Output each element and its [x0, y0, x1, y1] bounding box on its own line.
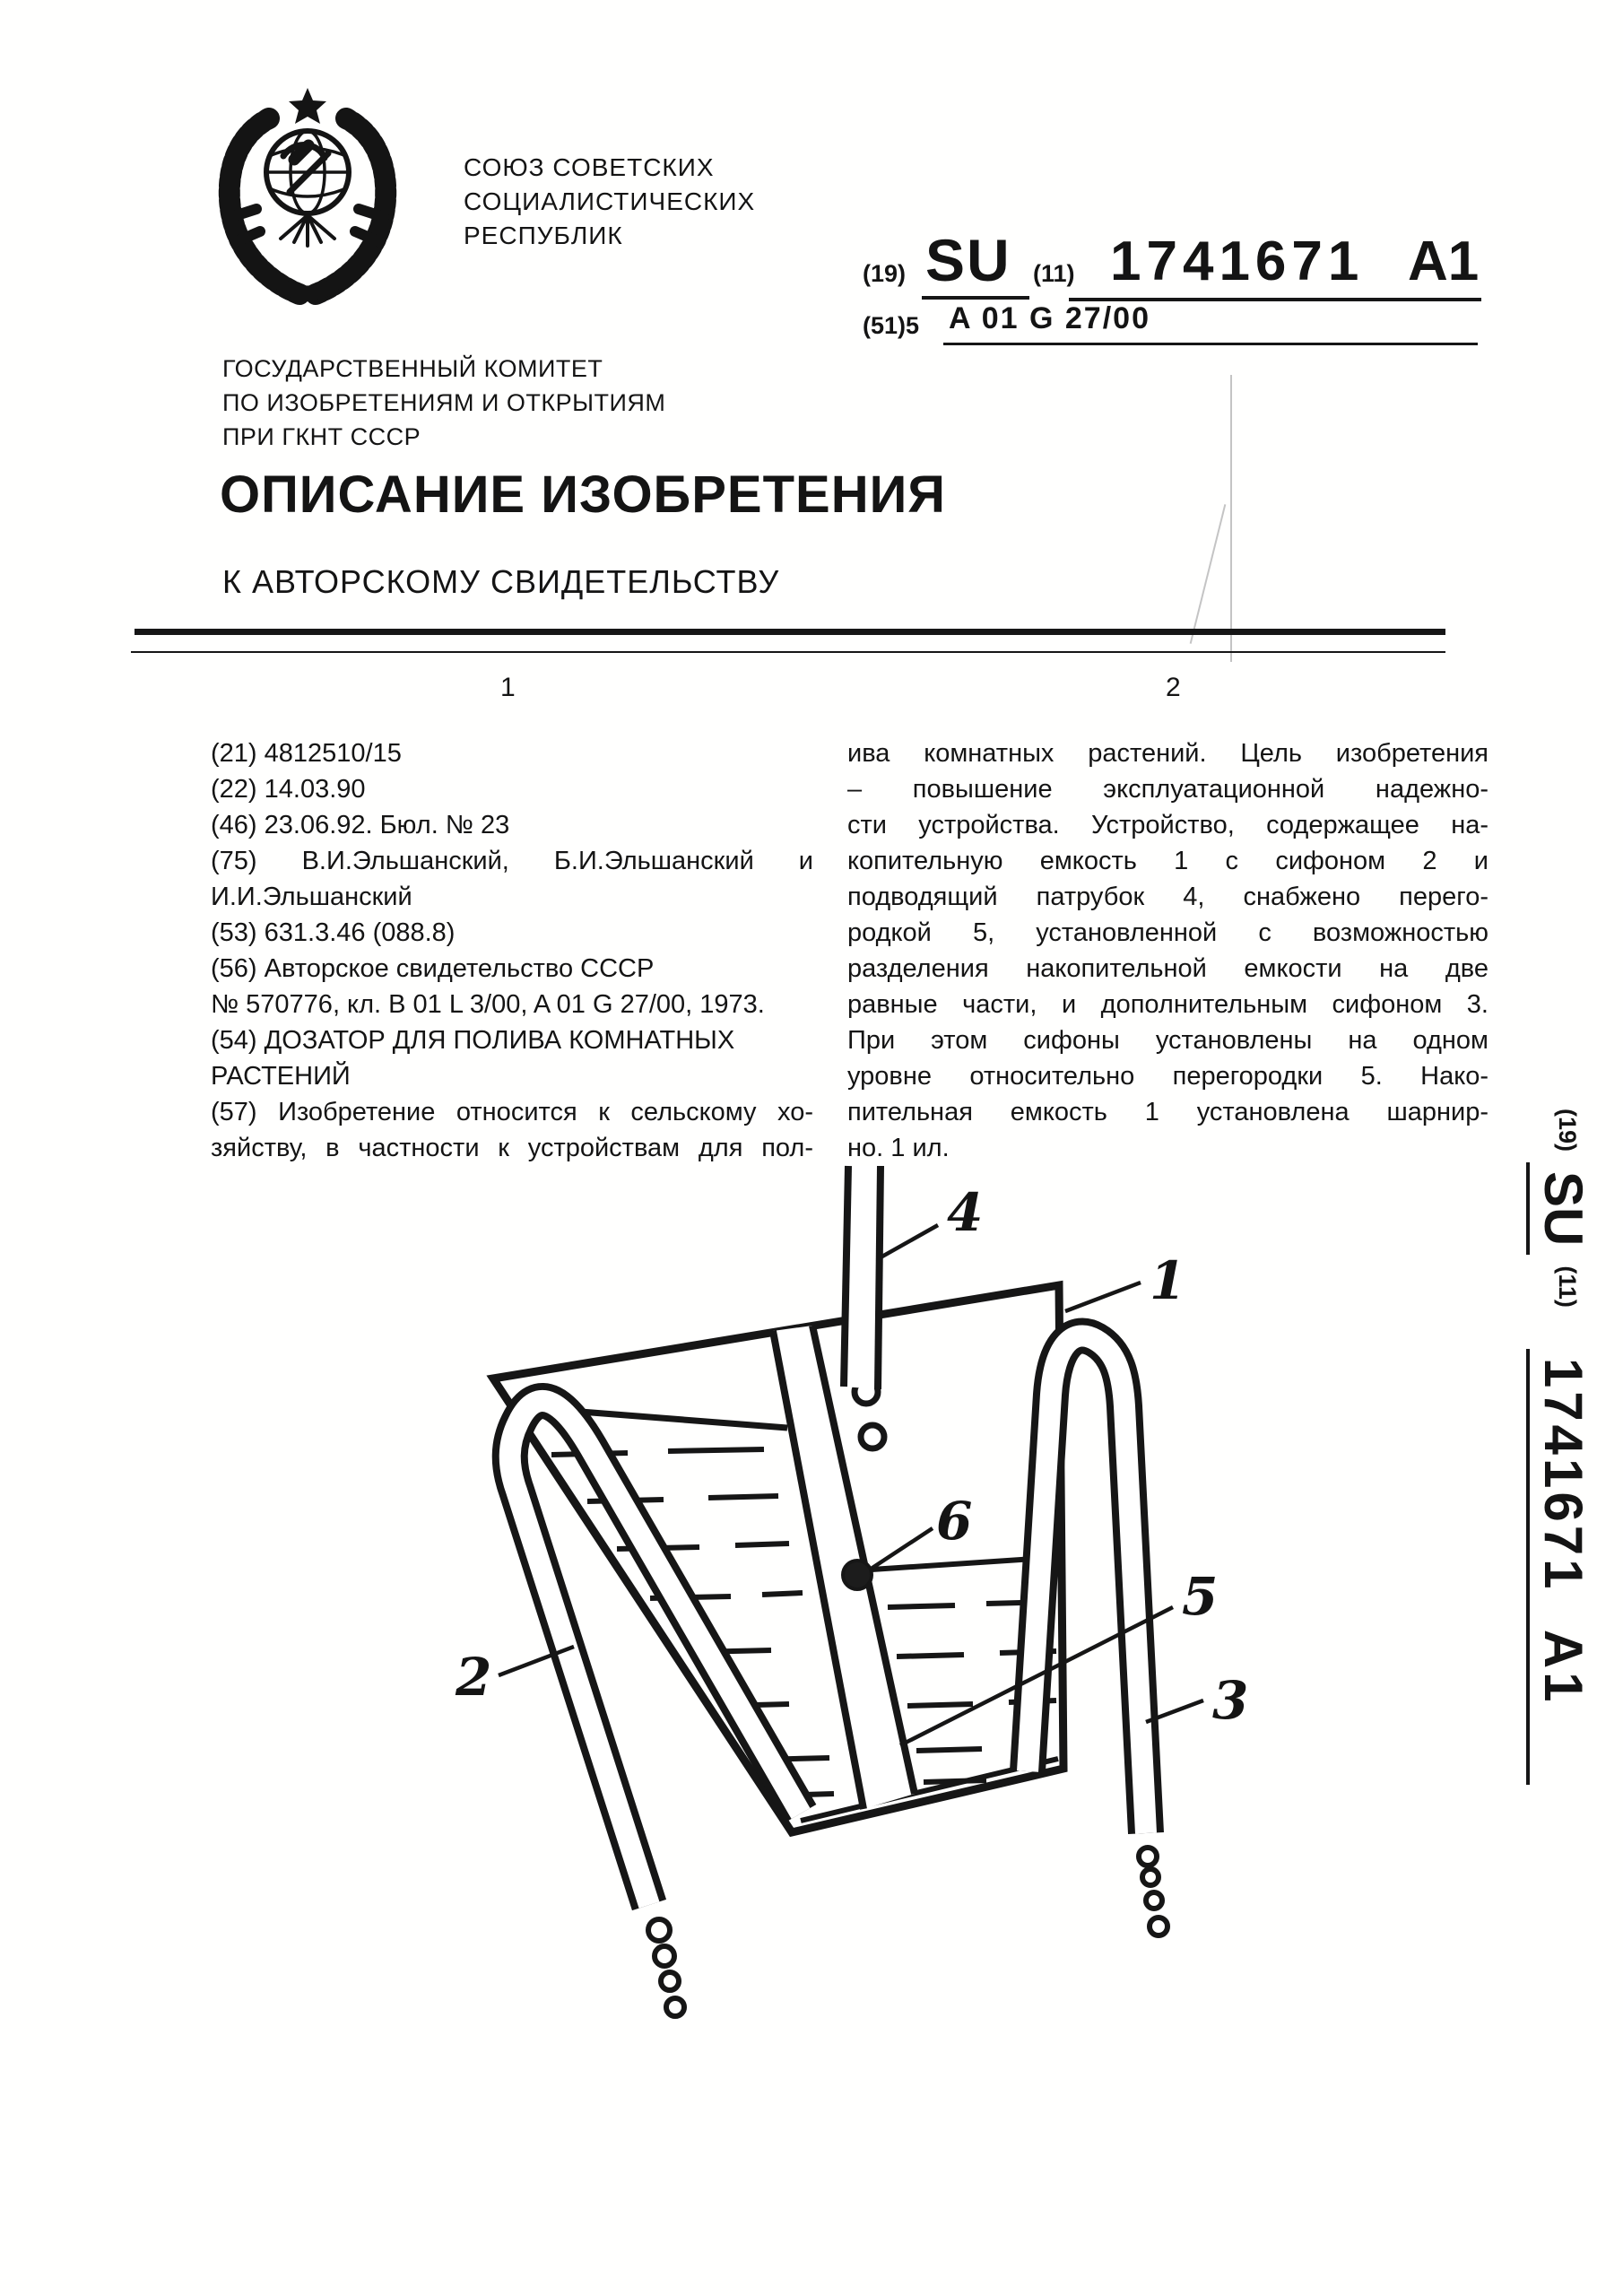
abstract-line: подводящий патрубок 4, снабжено перего-: [847, 883, 1488, 911]
bib-line: (46) 23.06.92. Бюл. № 23: [211, 811, 510, 839]
abstract-line: При этом сифоны установлены на одном: [847, 1026, 1488, 1055]
code-11-label: (11): [1033, 260, 1075, 287]
part-label-4: 4: [947, 1182, 984, 1243]
inlet-pipe: [844, 1166, 881, 1389]
column-number-left: 1: [500, 673, 516, 702]
header-rule-thin: [131, 651, 1445, 653]
leader-6: [870, 1528, 933, 1570]
abstract-line: пительная емкость 1 установлена шарнир-: [847, 1098, 1488, 1126]
bib-line: (21) 4812510/15: [211, 739, 402, 768]
code-19-label: (19): [863, 260, 907, 287]
abstract-line: сти устройства. Устройство, содержащее на-: [847, 811, 1488, 839]
abstract-line: копительную емкость 1 с сифоном 2 и: [847, 847, 1488, 875]
part-label-1: 1: [1150, 1250, 1186, 1311]
sidebar-number: 1741671: [1533, 1357, 1593, 1593]
sidebar-kind: A1: [1533, 1629, 1593, 1706]
union-line: РЕСПУБЛИК: [464, 222, 623, 249]
bib-line: (53) 631.3.46 (088.8): [211, 918, 456, 947]
abstract-line: уровне относительно перегородки 5. Нако-: [847, 1062, 1488, 1091]
publication-number: 1741671: [1110, 230, 1365, 292]
abstract-line: родкой 5, установленной с возможностью: [847, 918, 1488, 947]
patent-figure: [269, 1058, 1390, 2179]
committee-line: ПО ИЗОБРЕТЕНИЯМ И ОТКРЫТИЯМ: [222, 389, 666, 416]
partition-hole-6: [843, 1561, 872, 1589]
column-number-right: 2: [1166, 673, 1181, 702]
committee-line: ГОСУДАРСТВЕННЫЙ КОМИТЕТ: [222, 355, 603, 382]
abstract-line: но. 1 ил.: [847, 1134, 950, 1162]
abstract-line: зяйству, в частности к устройствам для пол-: [211, 1134, 813, 1162]
committee-line: ПРИ ГКНТ СССР: [222, 423, 421, 450]
part-label-5: 5: [1182, 1566, 1219, 1627]
union-line: СОЦИАЛИСТИЧЕСКИХ: [464, 187, 756, 215]
leader-4: [881, 1225, 938, 1257]
sidebar-code-11: (11): [1554, 1265, 1581, 1308]
country-code: SU: [925, 227, 1011, 293]
sidebar-number-kind: [1526, 1349, 1593, 1785]
union-name: [464, 151, 755, 253]
document-title: ОПИСАНИЕ ИЗОБРЕТЕНИЯ: [220, 465, 946, 524]
bib-line: (22) 14.03.90: [211, 775, 366, 804]
bib-line: № 570776, кл. B 01 L 3/00, A 01 G 27/00, 1973.: [211, 990, 765, 1019]
sidebar-country-code: SU: [1526, 1162, 1593, 1255]
kind-code: A1: [1408, 230, 1480, 292]
abstract-line: – повышение эксплуатационной надежно-: [847, 775, 1488, 804]
bib-line: И.И.Эльшанский: [211, 883, 412, 911]
invention-title-line: (54) ДОЗАТОР ДЛЯ ПОЛИВА КОМНАТНЫХ: [211, 1026, 735, 1055]
abstract-line: (57) Изобретение относится к сельскому хо-: [211, 1098, 813, 1126]
siphon-right-tube: [1028, 1335, 1146, 1833]
document-subtitle: К АВТОРСКОМУ СВИДЕТЕЛЬСТВУ: [222, 563, 780, 600]
committee-name: [222, 352, 665, 454]
code-51-label: (51)5: [863, 312, 920, 339]
abstract-line: разделения накопительной емкости на две: [847, 954, 1488, 983]
abstract-line: ива комнатных растений. Цель изобретения: [847, 739, 1488, 768]
emblem-ribbon: [283, 287, 332, 293]
ussr-emblem-icon: [204, 83, 411, 307]
drip-circles-left: [648, 1919, 684, 2016]
scan-fold-line: [1230, 375, 1232, 662]
leader-1: [1065, 1283, 1141, 1311]
emblem-star: [289, 88, 326, 124]
part-label-2: 2: [456, 1647, 492, 1708]
drip-circles-right: [1139, 1848, 1167, 1935]
union-line: СОЮЗ СОВЕТСКИХ: [464, 153, 715, 181]
ipc-underline: [943, 343, 1478, 345]
part-label-6: 6: [936, 1491, 973, 1552]
bib-line: (56) Авторское свидетельство СССР: [211, 954, 655, 983]
part-label-3: 3: [1212, 1670, 1249, 1731]
invention-title-line: РАСТЕНИЙ: [211, 1062, 351, 1091]
header-rule-thick: [135, 629, 1445, 635]
emblem-rays: [281, 215, 334, 246]
sidebar-code-19: (19): [1554, 1109, 1581, 1152]
abstract-line: равные части, и дополнительным сифоном 3.: [847, 990, 1488, 1019]
scan-scratch-line: [1190, 504, 1227, 644]
bib-line: (75) В.И.Эльшанский, Б.И.Эльшанский и: [211, 847, 813, 875]
country-underline: [922, 296, 1029, 300]
ipc-class: A 01 G 27/00: [949, 301, 1150, 335]
sidebar-publication-id: [1532, 1098, 1594, 1785]
